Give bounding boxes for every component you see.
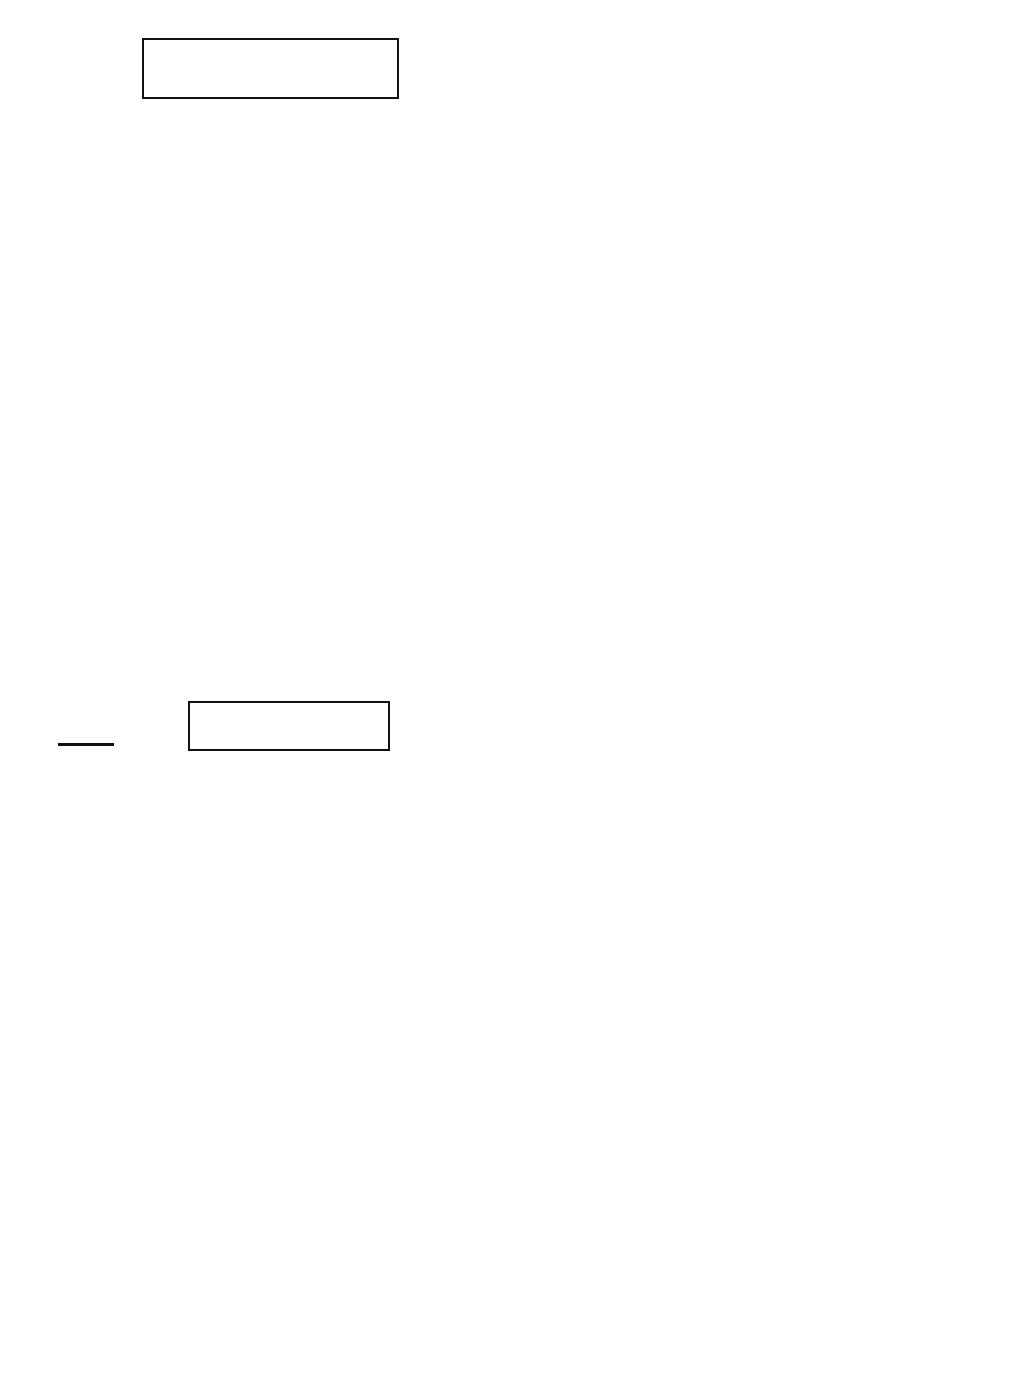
strain-rate-box-bottom (188, 701, 390, 751)
bottom-y-axis-fraction (56, 740, 116, 749)
strain-rate-box-top (142, 38, 399, 99)
fraction-bar (58, 743, 114, 746)
